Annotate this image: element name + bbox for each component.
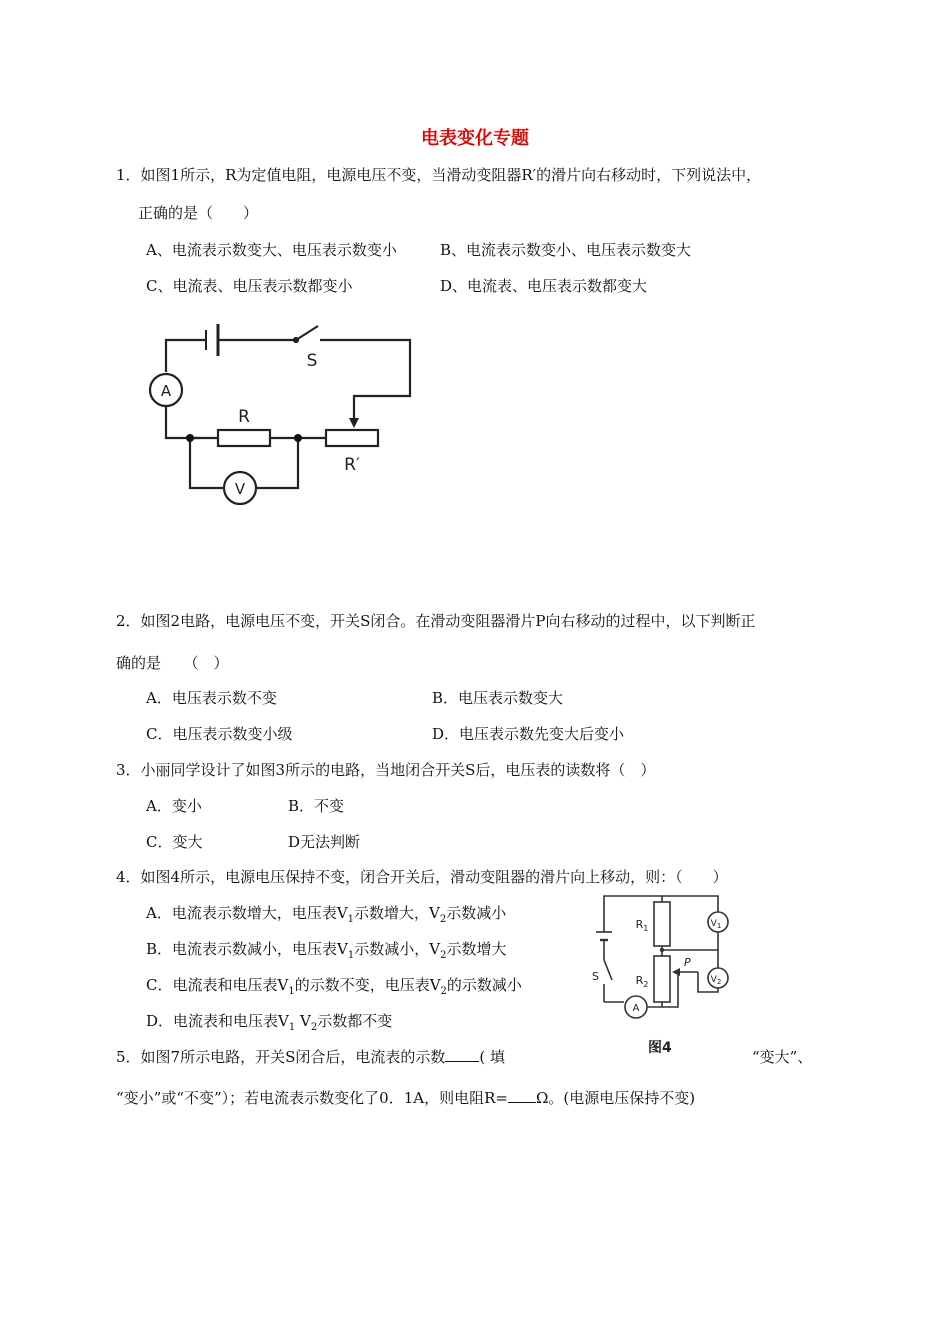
page-title: 电表变化专题 [421,128,529,149]
q2-option-c: C．电压表示数变小级 [146,725,293,743]
q4-option-d: D．电流表和电压表$V_1$ $V_2$示数都不变 [146,1012,393,1033]
fig1-switch-label: S [306,351,318,371]
q2-stem-line2: 确的是 （ ） [116,654,229,672]
fig4-ammeter-label: A [632,1003,640,1014]
svg-text:V1: $V_1$ [710,919,722,930]
q3-option-b: B．不变 [288,797,345,815]
svg-text:R2: $R_2$ [635,974,649,989]
q5-stem-line1: 5．如图7所示电路，开关S闭合后，电流表的示数 ( 填 [116,1048,505,1066]
fig4-r1-label: R [635,918,644,931]
q4-option-b: B．电流表示数减小，电压表$V_1$示数减小，$V_2$示数增大 [146,940,507,961]
fig4-slider-label: P [684,956,691,969]
fig4-r2-label: R [635,974,644,987]
q3-option-d: D无法判断 [288,833,361,851]
q2-option-d: D．电压表示数先变大后变小 [432,725,625,743]
q1-option-c: C、电流表、电压表示数都变小 [146,277,353,295]
figure-1-circuit [140,318,430,518]
q1-option-d: D、电流表、电压表示数都变大 [440,277,648,295]
q1-option-a: A、电流表示数变大、电压表示数变小 [146,241,397,259]
q3-stem: 3．小丽同学设计了如图3所示的电路，当地闭合开关S后，电压表的读数将（ ） [116,761,656,779]
q4-option-a: A．电流表示数增大，电压表$V_1$示数增大，$V_2$示数减小 [146,904,507,925]
q3-option-a: A．变小 [146,797,202,815]
q4-option-c: C．电流表和电压表$V_1$的示数不变，电压表$V_2$的示数减小 [146,976,522,997]
figure-4-circuit [588,890,748,1060]
svg-text:V2: $V_2$ [710,975,722,986]
fig4-v1-label: V [710,919,717,929]
fig1-rheostat-label: R′ [344,455,360,475]
fig1-ammeter-label: A [160,382,172,400]
q4-stem: 4．如图4所示，电源电压保持不变，闭合开关后，滑动变阻器的滑片向上移动，则：（ ） [116,868,728,886]
q2-option-b: B．电压表示数变大 [432,689,564,707]
q2-option-a: A．电压表示数不变 [146,689,277,707]
fig4-caption: 图4 [648,1040,672,1056]
fig4-switch-label: S [592,970,599,983]
q1-stem-line1: 1．如图1所示，R为定值电阻，电源电压不变，当滑动变阻器R′的滑片向右移动时，下列说法中， [116,166,762,184]
svg-text:R1: $R_1$ [635,918,649,933]
q5-blank-2[interactable] [508,1088,536,1103]
q1-stem-line2: 正确的是（ ） [138,204,259,222]
q5-stem-line1-right: “变大”、 [752,1048,813,1066]
fig1-resistor-label: R [238,407,250,427]
q5-stem-line2: “变小”或“不变”）；若电流表示数变化了0．1A，则电阻R= Ω。(电源电压保持不变) [116,1089,696,1107]
fig1-voltmeter-label: V [234,480,246,498]
q5-blank-1[interactable] [445,1047,479,1062]
q3-option-c: C．变大 [146,833,203,851]
q1-option-b: B、电流表示数变小、电压表示数变大 [440,241,692,259]
fig4-v2-label: V [710,975,717,985]
q2-stem-line1: 2．如图2电路，电源电压不变，开关S闭合。在滑动变阻器滑片P向右移动的过程中，以下判断正 [116,612,756,630]
